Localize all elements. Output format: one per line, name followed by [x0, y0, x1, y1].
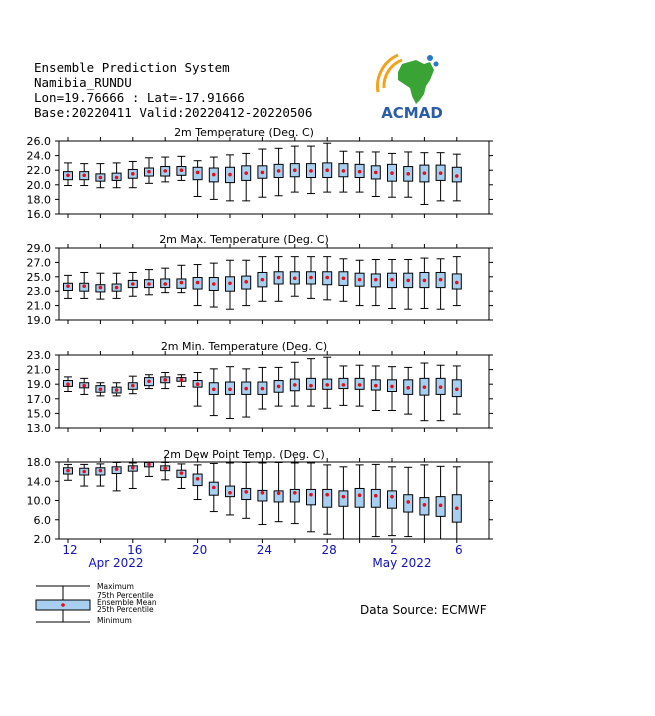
y-tick-label: 25.0	[26, 270, 51, 284]
x-tick-label: 6	[454, 543, 463, 557]
mean-point	[66, 382, 70, 386]
mean-point	[99, 388, 103, 392]
legend-maximum-label: Maximum	[97, 582, 134, 591]
y-tick-label: 15.0	[26, 407, 51, 421]
mean-point	[390, 171, 394, 175]
mean-point	[309, 169, 313, 173]
mean-point	[342, 169, 346, 173]
mean-point	[196, 281, 200, 285]
mean-point	[180, 281, 184, 285]
y-tick-label: 17.0	[26, 392, 51, 406]
mean-point	[277, 169, 281, 173]
mean-point	[455, 174, 459, 178]
mean-point	[180, 471, 184, 475]
legend-p25-label: 25th Percentile	[97, 605, 154, 614]
mean-point	[228, 388, 232, 392]
mean-point	[99, 176, 103, 180]
mean-point	[212, 282, 216, 286]
mean-point	[163, 378, 167, 382]
mean-point	[423, 279, 427, 283]
mean-point	[212, 173, 216, 177]
mean-point	[131, 282, 135, 286]
mean-point	[358, 493, 362, 497]
mean-point	[244, 171, 248, 175]
mean-point	[439, 278, 443, 282]
mean-point	[325, 493, 329, 497]
legend-mean-label: Ensemble Mean	[97, 598, 157, 607]
mean-point	[455, 281, 459, 285]
panel-4	[27, 448, 494, 546]
mean-point	[115, 286, 119, 290]
data-source: Data Source: ECMWF	[360, 603, 487, 617]
header-line-4: Base:20220411 Valid:20220412-20220506	[34, 105, 313, 120]
mean-point	[228, 173, 232, 177]
x-tick-label: 12	[62, 543, 78, 557]
y-tick-label: 21.0	[26, 299, 51, 313]
mean-point	[212, 388, 216, 392]
mean-point	[147, 170, 151, 174]
mean-point	[406, 500, 410, 504]
mean-point	[374, 384, 378, 388]
mean-point	[244, 280, 248, 284]
mean-point	[99, 286, 103, 290]
y-tick-label: 24.0	[26, 149, 51, 163]
mean-point	[261, 278, 265, 282]
iqr-box	[355, 488, 364, 507]
y-tick-label: 19.0	[26, 314, 51, 327]
mean-point	[82, 470, 86, 474]
mean-point	[406, 172, 410, 176]
iqr-box	[388, 491, 397, 508]
mean-point	[180, 378, 184, 382]
mean-point	[406, 279, 410, 283]
iqr-box	[323, 489, 332, 507]
mean-point	[374, 494, 378, 498]
mean-point	[390, 385, 394, 389]
mean-point	[293, 491, 297, 495]
mean-point	[390, 495, 394, 499]
iqr-box	[307, 378, 316, 389]
mean-point	[115, 388, 119, 392]
iqr-box	[339, 491, 348, 506]
x-tick-label: 20	[191, 543, 208, 557]
legend-p75-label: 75th Percentile	[97, 591, 154, 600]
legend	[36, 582, 157, 625]
panel-3	[27, 340, 494, 435]
y-tick-label: 16.0	[26, 208, 51, 221]
mean-point	[131, 384, 135, 388]
mean-point	[293, 168, 297, 172]
y-tick-label: 23.0	[26, 349, 51, 362]
panel-title: 2m Max. Temperature (Deg. C)	[159, 233, 329, 246]
mean-point	[455, 388, 459, 392]
mean-point	[277, 491, 281, 495]
y-tick-label: 21.0	[26, 363, 51, 377]
mean-point	[342, 383, 346, 387]
iqr-box	[371, 489, 380, 507]
header-line-2: Namibia_RUNDU	[34, 75, 132, 90]
mean-point	[82, 174, 86, 178]
y-tick-label: 27.0	[26, 256, 51, 270]
mean-point	[390, 278, 394, 282]
y-tick-label: 13.0	[26, 422, 51, 435]
mean-point	[244, 490, 248, 494]
mean-point	[261, 171, 265, 175]
mean-point	[66, 284, 70, 288]
panel-1	[27, 126, 494, 221]
mean-point	[358, 383, 362, 387]
mean-point	[147, 282, 151, 286]
mean-point	[277, 276, 281, 280]
mean-point	[342, 495, 346, 499]
mean-point	[82, 284, 86, 288]
mean-point	[406, 386, 410, 390]
mean-point	[163, 282, 167, 286]
y-tick-label: 29.0	[26, 242, 51, 255]
mean-point	[439, 171, 443, 175]
mean-point	[131, 172, 135, 176]
mean-point	[342, 276, 346, 280]
x-tick-label: 2	[390, 543, 398, 557]
mean-point	[309, 384, 313, 388]
y-tick-label: 22.0	[26, 164, 51, 178]
mean-point	[325, 383, 329, 387]
y-tick-label: 18.0	[26, 456, 51, 469]
header-line-3: Lon=19.76666 : Lat=-17.91666	[34, 90, 245, 105]
mean-point	[455, 506, 459, 510]
mean-point	[423, 171, 427, 175]
mean-point	[115, 467, 119, 471]
mean-point	[309, 493, 313, 497]
panel-title: 2m Dew Point Temp. (Deg. C)	[163, 448, 325, 461]
logo-text: ACMAD	[381, 104, 443, 122]
y-tick-label: 6.0	[33, 513, 51, 527]
panel-2	[27, 233, 494, 327]
mean-point	[358, 170, 362, 174]
mean-point	[261, 387, 265, 391]
mean-point	[196, 382, 200, 386]
mean-point	[147, 379, 151, 383]
mean-point	[261, 491, 265, 495]
mean-point	[196, 171, 200, 175]
month-label: May 2022	[372, 556, 432, 570]
panel-title: 2m Min. Temperature (Deg. C)	[160, 340, 328, 353]
mean-point	[423, 503, 427, 507]
mean-point	[66, 469, 70, 473]
y-tick-label: 10.0	[26, 494, 51, 508]
mean-point	[423, 385, 427, 389]
panel-title: 2m Temperature (Deg. C)	[174, 126, 314, 139]
legend-minimum-label: Minimum	[97, 616, 132, 625]
x-tick-label: 24	[256, 543, 273, 557]
legend-mean	[61, 603, 65, 607]
month-label: Apr 2022	[88, 556, 144, 570]
mean-point	[163, 466, 167, 470]
y-tick-label: 19.0	[26, 378, 51, 392]
mean-point	[82, 384, 86, 388]
mean-point	[439, 504, 443, 508]
mean-point	[439, 385, 443, 389]
mean-point	[228, 281, 232, 285]
mean-point	[180, 168, 184, 172]
mean-point	[196, 477, 200, 481]
x-tick-label: 28	[321, 543, 337, 557]
mean-point	[99, 469, 103, 473]
mean-point	[309, 276, 313, 280]
mean-point	[66, 174, 70, 178]
y-tick-label: 23.0	[26, 285, 51, 299]
mean-point	[293, 276, 297, 280]
mean-point	[325, 276, 329, 280]
mean-point	[212, 486, 216, 490]
y-tick-label: 18.0	[26, 193, 51, 207]
header-line-1: Ensemble Prediction System	[34, 60, 230, 75]
y-tick-label: 14.0	[26, 475, 51, 489]
mean-point	[374, 278, 378, 282]
x-tick-label: 16	[127, 543, 143, 557]
mean-point	[374, 171, 378, 175]
mean-point	[147, 463, 151, 467]
mean-point	[244, 387, 248, 391]
y-tick-label: 26.0	[26, 135, 51, 148]
mean-point	[277, 385, 281, 389]
mean-point	[293, 383, 297, 387]
iqr-box	[307, 489, 316, 504]
mean-point	[228, 491, 232, 495]
mean-point	[163, 169, 167, 173]
y-tick-label: 2.0	[33, 533, 51, 546]
mean-point	[325, 168, 329, 172]
mean-point	[115, 176, 119, 180]
y-tick-label: 20.0	[26, 178, 51, 192]
mean-point	[131, 466, 135, 470]
mean-point	[358, 278, 362, 282]
